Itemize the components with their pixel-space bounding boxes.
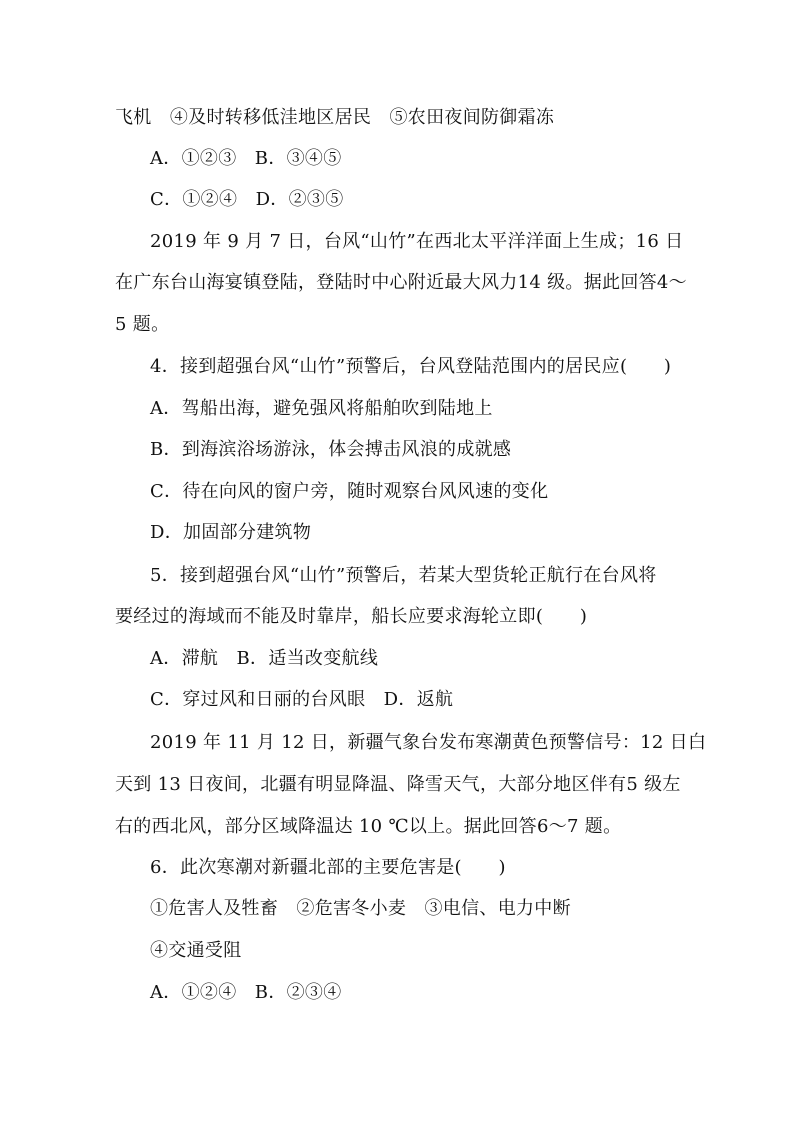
question-5-stem: 5．接到超强台风“山竹”预警后，若某大型货轮正航行在台风将 xyxy=(150,565,657,586)
passage-line: 2019 年 9 月 7 日，台风“山竹”在西北太平洋洋面上生成；16 日 xyxy=(150,231,684,252)
question-4-option-c: C．待在向风的窗户旁，随时观察台风风速的变化 xyxy=(150,481,549,502)
passage-line: 5 题。 xyxy=(115,314,170,335)
question-4-option-b: B．到海滨浴场游泳，体会搏击风浪的成就感 xyxy=(150,439,512,460)
question-5-stem-continued: 要经过的海域而不能及时靠岸，船长应要求海轮立即( ) xyxy=(115,606,588,627)
passage-line: 天到 13 日夜间，北疆有明显降温、降雪天气，大部分地区伴有5 级左 xyxy=(115,774,681,795)
passage-line: 右的西北风，部分区域降温达 10 ℃以上。据此回答6～7 题。 xyxy=(115,816,622,837)
question-6-options-ab: A．①②④ B．②③④ xyxy=(150,982,342,1003)
question-4-stem: 4．接到超强台风“山竹”预警后，台风登陆范围内的居民应( ) xyxy=(150,356,672,377)
question-6-statements-continued: ④交通受阻 xyxy=(150,940,242,961)
question-6-statements: ①危害人及牲畜 ②危害冬小麦 ③电信、电力中断 xyxy=(150,898,571,919)
passage-line: 在广东台山海宴镇登陆，登陆时中心附近最大风力14 级。据此回答4～ xyxy=(115,272,687,293)
passage-line: 2019 年 11 月 12 日，新疆气象台发布寒潮黄色预警信号：12 日白 xyxy=(150,732,707,753)
question-4-option-a: A．驾船出海，避免强风将船舶吹到陆地上 xyxy=(150,398,493,419)
question-6-stem: 6．此次寒潮对新疆北部的主要危害是( ) xyxy=(150,857,506,878)
question-5-options-ab: A．滞航 B．适当改变航线 xyxy=(150,648,379,669)
answer-choices-row: A．①②③ B．③④⑤ xyxy=(150,148,342,169)
question-4-option-d: D．加固部分建筑物 xyxy=(150,522,312,543)
answer-choices-row: C．①②④ D．②③⑤ xyxy=(150,189,344,210)
question-5-options-cd: C．穿过风和日丽的台风眼 D．返航 xyxy=(150,689,454,710)
text-line-option-continuation: 飞机 ④及时转移低洼地区居民 ⑤农田夜间防御霜冻 xyxy=(115,107,555,128)
